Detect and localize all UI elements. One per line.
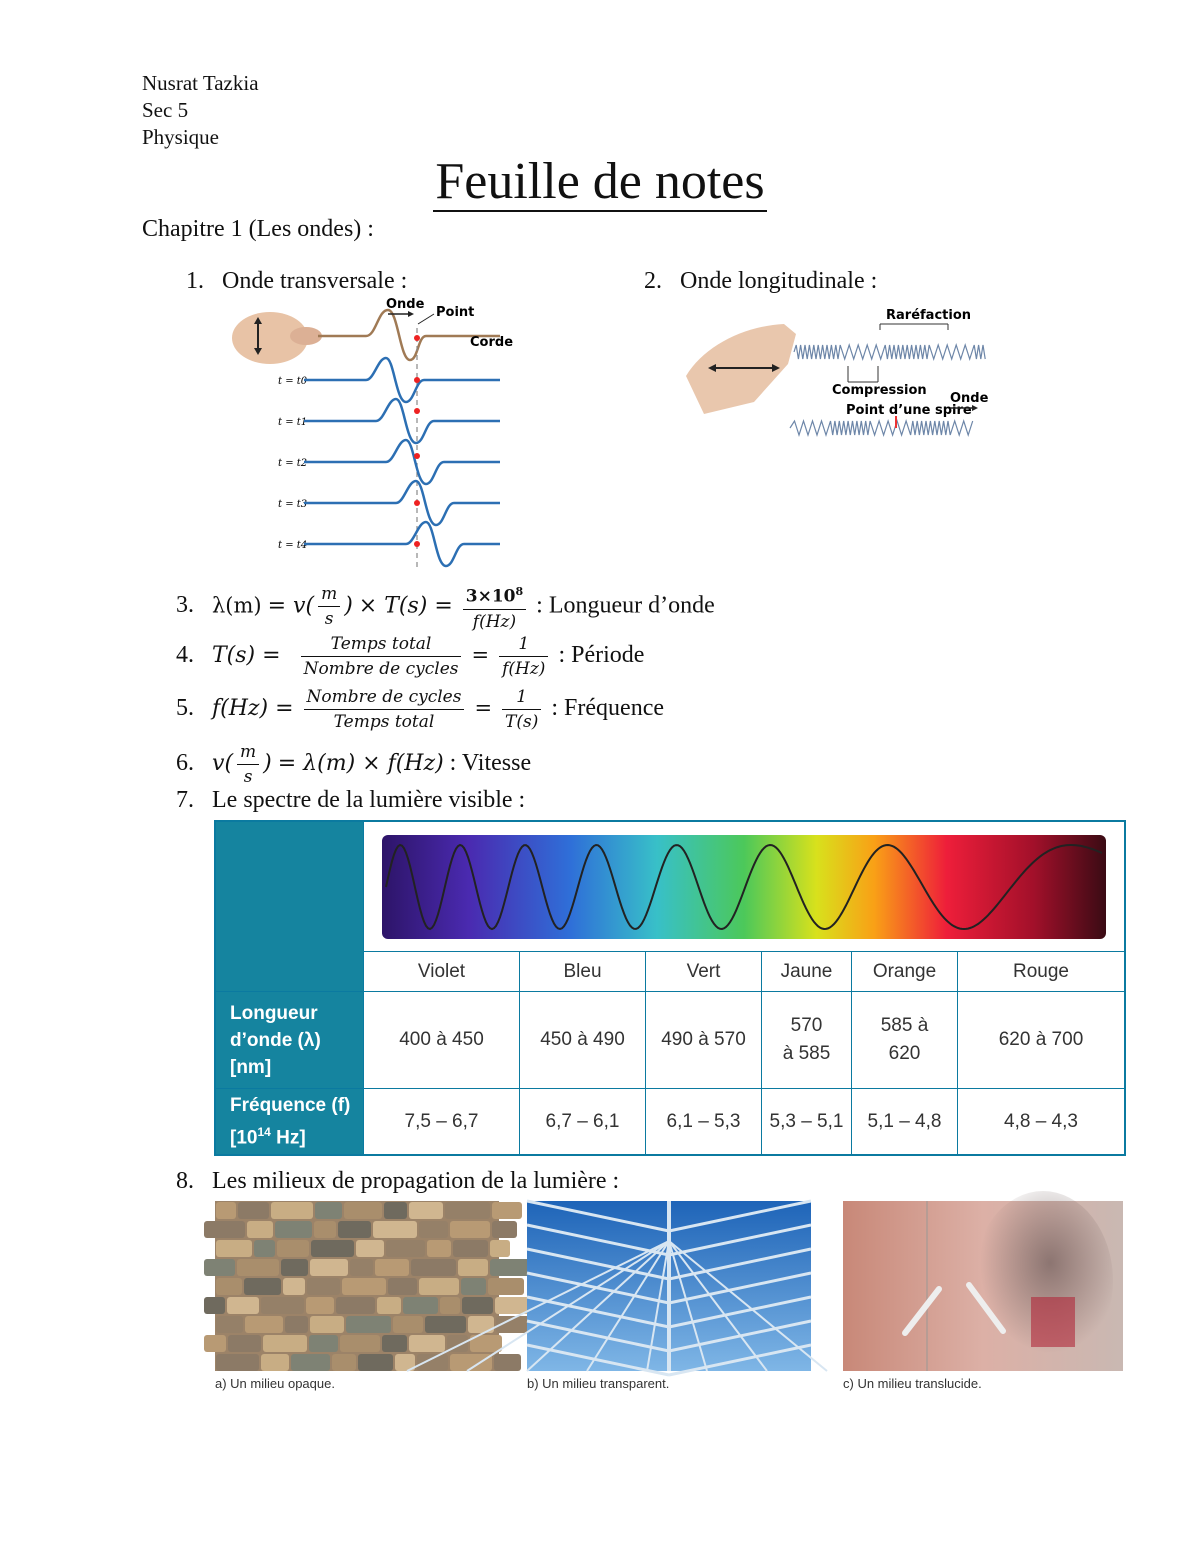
caption-opaque: a) Un milieu opaque. xyxy=(215,1376,335,1391)
spring-coil xyxy=(790,421,973,435)
frequency-cell: 4,8 – 4,3 xyxy=(1004,1110,1078,1132)
stone xyxy=(216,1316,243,1333)
longitudinal-wave-figure xyxy=(684,306,990,442)
spectrum-table xyxy=(214,820,1126,1156)
color-name-cell: Bleu xyxy=(520,952,646,992)
frequency-cell: 7,5 – 6,7 xyxy=(364,1089,520,1154)
stone xyxy=(244,1278,281,1295)
stone xyxy=(306,1297,334,1314)
label-onde: Onde xyxy=(386,297,425,312)
stone xyxy=(204,1221,245,1238)
wave-snapshot xyxy=(304,358,500,402)
stone xyxy=(344,1202,382,1219)
stone xyxy=(204,1297,225,1314)
wavelength-cell: 400 à 450 xyxy=(364,992,520,1089)
stone xyxy=(315,1202,342,1219)
stone xyxy=(342,1278,386,1295)
page-title: Feuille de notes xyxy=(435,153,765,210)
stone xyxy=(403,1297,438,1314)
item-8: 8. Les milieux de propagation de la lumière : xyxy=(176,1168,620,1194)
visible-spectrum-image xyxy=(376,831,1112,943)
stone xyxy=(204,1335,226,1352)
stone xyxy=(492,1202,522,1219)
spectrum-band-cell xyxy=(364,822,1124,952)
stone xyxy=(271,1202,313,1219)
stone xyxy=(309,1335,338,1352)
stone xyxy=(204,1259,235,1276)
transverse-wave-figure xyxy=(228,297,514,570)
stone xyxy=(216,1202,236,1219)
stone xyxy=(227,1297,259,1314)
stone xyxy=(377,1297,401,1314)
stone xyxy=(458,1259,488,1276)
spring-top xyxy=(794,345,985,359)
wavelength-cell: 450 à 490 xyxy=(520,992,646,1089)
wave-snapshot xyxy=(304,481,500,525)
formula-frequency: 5. f(Hz) = $\frac{\text{Nombre de cycles}}{\text{Temps total}}$ = $\frac{1}{T(s)}$ : Fréquence xyxy=(176,687,664,732)
stone xyxy=(336,1297,375,1314)
wavelength-cell: 620 à 700 xyxy=(958,992,1124,1089)
stone xyxy=(237,1259,279,1276)
stone xyxy=(346,1316,391,1333)
student-name: Nusrat Tazkia xyxy=(142,71,259,95)
stone xyxy=(261,1297,304,1314)
stone xyxy=(419,1221,448,1238)
stone xyxy=(263,1335,307,1352)
stone xyxy=(462,1297,493,1314)
translucent-frosted-door-image xyxy=(843,1201,1123,1371)
stone xyxy=(238,1202,269,1219)
time-label: t = t2 xyxy=(278,458,308,469)
stone xyxy=(440,1297,460,1314)
stone xyxy=(291,1354,330,1371)
stone xyxy=(492,1221,517,1238)
color-name-cell: Violet xyxy=(364,952,520,992)
stone xyxy=(216,1278,242,1295)
stone xyxy=(386,1240,425,1257)
caption-translucent: c) Un milieu translucide. xyxy=(843,1376,982,1391)
spring-coil xyxy=(794,345,985,359)
wave-snapshot xyxy=(304,440,500,484)
stone xyxy=(494,1354,521,1371)
stone xyxy=(453,1240,488,1257)
stone xyxy=(384,1202,407,1219)
stone xyxy=(283,1278,305,1295)
stone xyxy=(340,1335,380,1352)
item-2: 2. Onde longitudinale : xyxy=(644,268,878,294)
wavelength-cell: 490 à 570 xyxy=(646,992,762,1089)
color-name-cell: Vert xyxy=(646,952,762,992)
frequency-cell: 6,1 – 5,3 xyxy=(646,1089,762,1154)
stone xyxy=(332,1354,356,1371)
label-point: Point xyxy=(436,305,475,320)
tracked-point xyxy=(414,541,420,547)
stone xyxy=(216,1354,259,1371)
stone xyxy=(393,1316,423,1333)
stone xyxy=(314,1221,336,1238)
stone xyxy=(275,1221,312,1238)
time-label: t = t4 xyxy=(278,540,308,551)
wavelength-cell: 570 à 585 xyxy=(762,992,852,1089)
stone xyxy=(281,1259,308,1276)
color-name-cell: Jaune xyxy=(762,952,852,992)
stone xyxy=(427,1240,451,1257)
row-header-wavelength: Longueur d’onde (λ) [nm] xyxy=(216,992,364,1089)
stone xyxy=(375,1259,409,1276)
stone xyxy=(382,1335,407,1352)
stone xyxy=(338,1221,371,1238)
stone xyxy=(311,1240,354,1257)
stone xyxy=(445,1202,490,1219)
transparent-glass-roof-image xyxy=(527,1201,811,1371)
stone xyxy=(417,1354,448,1371)
frequency-cell: 5,3 – 5,1 xyxy=(762,1089,852,1154)
stone xyxy=(261,1354,289,1371)
time-label: t = t1 xyxy=(278,417,308,428)
tracked-point xyxy=(414,500,420,506)
stone xyxy=(450,1221,490,1238)
stone xyxy=(461,1278,486,1295)
stone xyxy=(411,1259,456,1276)
time-label: t = t3 xyxy=(278,499,308,510)
section: Sec 5 xyxy=(142,98,189,122)
subject: Physique xyxy=(142,125,220,149)
tracked-point xyxy=(414,453,420,459)
label-point-spire: Point d’une spire xyxy=(846,403,972,418)
frequency-cell: 5,1 – 4,8 xyxy=(852,1089,958,1154)
stone xyxy=(358,1354,393,1371)
stone xyxy=(350,1259,373,1276)
stone xyxy=(307,1278,340,1295)
spring-bottom xyxy=(790,421,973,435)
stone xyxy=(310,1316,344,1333)
item-1: 1. Onde transversale : xyxy=(186,268,408,294)
stone xyxy=(254,1240,275,1257)
label-rarefaction: Raréfaction xyxy=(886,308,972,323)
frequency-cell: 6,7 – 6,1 xyxy=(520,1089,646,1154)
formula-period: 4. T(s) = $\frac{\text{Temps total}}{\text{Nombre de cycles}}$ = $\frac{1}{f(Hz)}$ : Période xyxy=(176,634,645,679)
item-7: 7. Le spectre de la lumière visible : xyxy=(176,787,526,813)
table-corner xyxy=(216,822,364,992)
stone xyxy=(490,1259,531,1276)
stone xyxy=(388,1278,417,1295)
tracked-point xyxy=(414,377,420,383)
chapter-heading: Chapitre 1 (Les ondes) : xyxy=(142,216,374,242)
stone xyxy=(425,1316,466,1333)
stone xyxy=(310,1259,348,1276)
label-corde: Corde xyxy=(470,335,514,350)
stone xyxy=(419,1278,459,1295)
stone xyxy=(277,1240,309,1257)
stone xyxy=(245,1316,283,1333)
caption-transparent: b) Un milieu transparent. xyxy=(527,1376,670,1391)
formula-speed: 6. v( $\frac{m}{s}$ ) = λ(m) × f(Hz) : Vitesse xyxy=(176,742,532,787)
stone xyxy=(216,1240,252,1257)
stone xyxy=(373,1221,417,1238)
stone xyxy=(285,1316,308,1333)
stone xyxy=(488,1278,524,1295)
formula-wavelength: 3. λ(m) = v( $\frac{m}{s}$ ) × T(s) = $\frac{3\times 10^8}{f(Hz)}$ : Longueur d’onde xyxy=(176,580,715,634)
wave-snapshot xyxy=(304,522,500,566)
stone xyxy=(409,1202,443,1219)
wave-snapshot xyxy=(304,399,500,443)
wavelength-cell: 585 à 620 xyxy=(852,992,958,1089)
label-onde-long: Onde xyxy=(950,391,989,406)
color-name-cell: Rouge xyxy=(958,952,1124,992)
row-header-frequency: Fréquence (f) [$10^{14}$ Hz] xyxy=(216,1089,364,1154)
stone xyxy=(356,1240,384,1257)
label-compression: Compression xyxy=(832,383,927,398)
stone xyxy=(247,1221,273,1238)
stone xyxy=(490,1240,510,1257)
color-name-cell: Orange xyxy=(852,952,958,992)
stone xyxy=(228,1335,261,1352)
tracked-point xyxy=(414,408,420,414)
stone xyxy=(409,1335,445,1352)
time-label: t = t0 xyxy=(278,376,308,387)
